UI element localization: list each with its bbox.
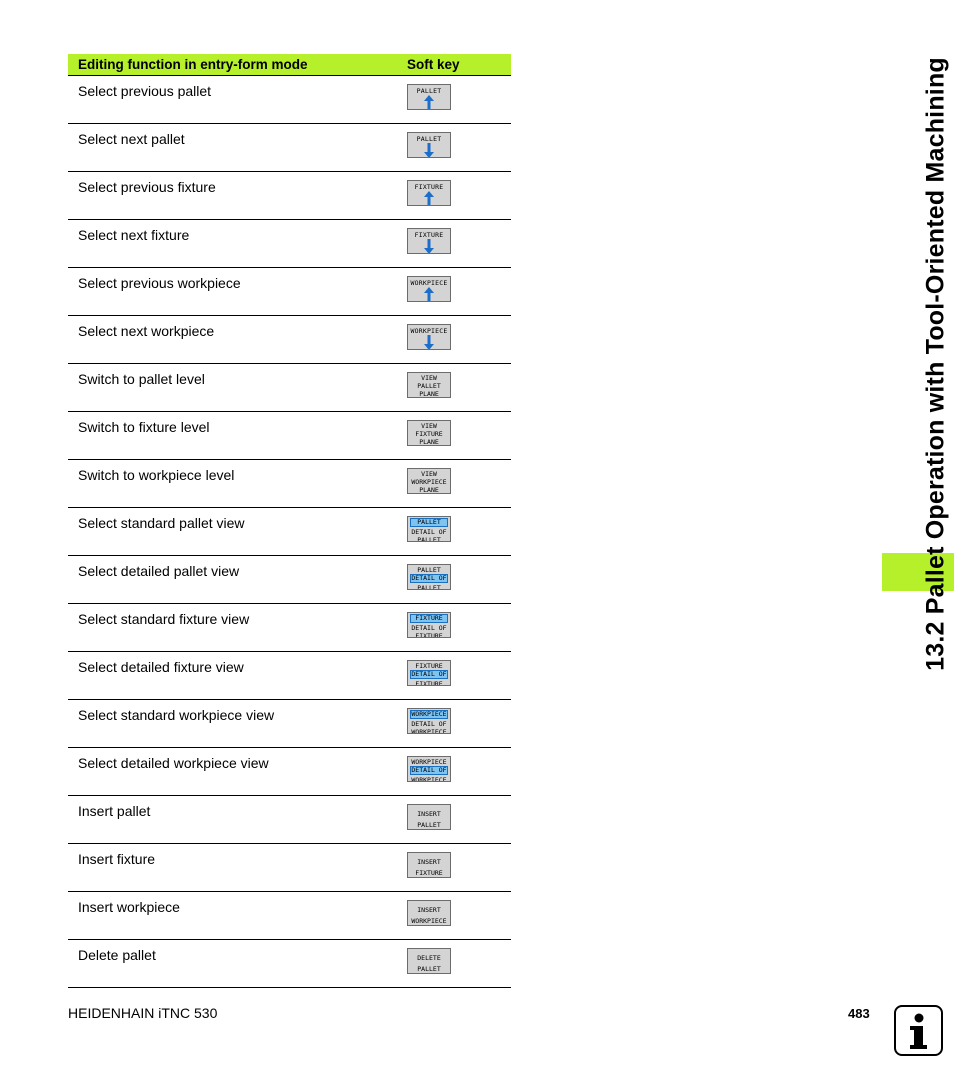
softkey-label-line: PALLET <box>417 382 441 390</box>
softkey-label-line: DETAIL OF <box>411 624 447 632</box>
softkey-label: WORKPIECE <box>410 327 448 335</box>
arrow-down-icon <box>424 143 434 158</box>
softkey-button[interactable] <box>407 612 451 638</box>
table-body <box>68 76 511 988</box>
softkey-label-line: WORKPIECE <box>411 478 447 486</box>
softkey-label-line: PLANE <box>419 390 439 398</box>
table-row <box>68 940 511 988</box>
function-label: Select standard workpiece view <box>78 707 275 723</box>
softkey-label-line: WORKPIECE <box>411 758 447 766</box>
softkey-label-line: WORKPIECE <box>411 776 447 782</box>
softkey-button[interactable] <box>407 756 451 782</box>
arrow-down-icon <box>424 335 434 350</box>
table-row <box>68 508 511 556</box>
softkey-button[interactable] <box>407 180 451 206</box>
info-icon <box>894 1005 943 1056</box>
function-label: Select detailed fixture view <box>78 659 244 675</box>
softkey-button[interactable] <box>407 84 451 110</box>
softkey-button[interactable] <box>407 804 451 830</box>
softkey-label: FIXTURE <box>414 183 444 191</box>
softkey-label-line: DETAIL OF <box>411 528 447 536</box>
softkey-button[interactable] <box>407 276 451 302</box>
softkey-button[interactable] <box>407 468 451 494</box>
softkey-label: WORKPIECE <box>410 279 448 287</box>
softkey-button[interactable] <box>407 132 451 158</box>
function-label: Select standard fixture view <box>78 611 250 627</box>
arrow-up-icon <box>424 191 434 206</box>
chapter-title: 13.2 Pallet Operation with Tool-Oriented Machining <box>921 57 950 671</box>
table-row <box>68 556 511 604</box>
softkey-label-line: PALLET <box>417 584 441 590</box>
function-label: Select previous workpiece <box>78 275 241 291</box>
function-label: Switch to workpiece level <box>78 467 235 483</box>
function-label: Select next fixture <box>78 227 190 243</box>
softkey-label-line: FIXTURE <box>415 869 443 877</box>
softkey-label-line: VIEW <box>421 422 437 430</box>
softkey-label-line: DETAIL OF <box>411 766 447 774</box>
softkey-table <box>68 54 511 988</box>
function-label: Insert fixture <box>78 851 156 867</box>
arrow-up-icon <box>424 95 434 110</box>
table-row <box>68 124 511 172</box>
softkey-label-line: DETAIL OF <box>411 574 447 582</box>
softkey-button[interactable] <box>407 564 451 590</box>
softkey-label-line: PLANE <box>419 486 439 494</box>
table-row <box>68 316 511 364</box>
softkey-label-line: PALLET <box>417 536 441 542</box>
softkey-label-line: FIXTURE <box>415 632 443 638</box>
softkey-label-line: DETAIL OF <box>411 720 447 728</box>
table-row <box>68 220 511 268</box>
function-label: Select previous pallet <box>78 83 212 99</box>
function-label: Switch to fixture level <box>78 419 210 435</box>
softkey-label-line: PLANE <box>419 438 439 446</box>
softkey-label-line: FIXTURE <box>410 614 448 623</box>
table-row <box>68 796 511 844</box>
softkey-button[interactable] <box>407 708 451 734</box>
footer-product: HEIDENHAIN iTNC 530 <box>68 1005 218 1021</box>
function-label: Insert pallet <box>78 803 151 819</box>
softkey-button[interactable] <box>407 900 451 926</box>
softkey-label: PALLET <box>416 135 442 143</box>
softkey-label-line: DELETE <box>417 954 441 962</box>
softkey-label-line: PALLET <box>417 965 441 973</box>
arrow-down-icon <box>424 239 434 254</box>
softkey-button[interactable] <box>407 372 451 398</box>
softkey-label-line: PALLET <box>417 566 441 574</box>
softkey-button[interactable] <box>407 852 451 878</box>
function-label: Select standard pallet view <box>78 515 245 531</box>
function-label: Select detailed pallet view <box>78 563 240 579</box>
table-row <box>68 412 511 460</box>
softkey-button[interactable] <box>407 324 451 350</box>
softkey-label: FIXTURE <box>414 231 444 239</box>
softkey-label-line: INSERT <box>417 858 441 866</box>
softkey-button[interactable] <box>407 660 451 686</box>
softkey-label-line: INSERT <box>417 810 441 818</box>
softkey-button[interactable] <box>407 228 451 254</box>
softkey-button[interactable] <box>407 516 451 542</box>
softkey-label-line: VIEW <box>421 470 437 478</box>
page-number: 483 <box>848 1006 870 1021</box>
table-row <box>68 604 511 652</box>
function-label: Select next pallet <box>78 131 185 147</box>
softkey-label-line: INSERT <box>417 906 441 914</box>
softkey-label-line: FIXTURE <box>415 680 443 686</box>
function-label: Select detailed workpiece view <box>78 755 269 771</box>
function-label: Select previous fixture <box>78 179 216 195</box>
table-row <box>68 748 511 796</box>
table-row <box>68 652 511 700</box>
function-label: Delete pallet <box>78 947 156 963</box>
softkey-label-line: PALLET <box>410 518 448 527</box>
table-row <box>68 844 511 892</box>
softkey-label-line: WORKPIECE <box>411 710 447 718</box>
table-row <box>68 892 511 940</box>
function-label: Switch to pallet level <box>78 371 205 387</box>
softkey-label-line: FIXTURE <box>415 430 443 438</box>
softkey-label-line: PALLET <box>417 821 441 829</box>
header-function: Editing function in entry-form mode <box>78 57 308 72</box>
arrow-up-icon <box>424 287 434 302</box>
function-label: Select next workpiece <box>78 323 215 339</box>
table-header <box>68 54 511 76</box>
table-row <box>68 172 511 220</box>
table-row <box>68 268 511 316</box>
table-row <box>68 76 511 124</box>
table-row <box>68 364 511 412</box>
softkey-label-line: WORKPIECE <box>411 728 447 734</box>
softkey-button[interactable] <box>407 420 451 446</box>
softkey-button[interactable] <box>407 948 451 974</box>
softkey-label-line: WORKPIECE <box>411 917 447 925</box>
softkey-label: PALLET <box>416 87 442 95</box>
table-row <box>68 460 511 508</box>
softkey-label-line: VIEW <box>421 374 437 382</box>
header-softkey: Soft key <box>407 57 460 72</box>
softkey-label-line: DETAIL OF <box>411 670 447 678</box>
table-row <box>68 700 511 748</box>
function-label: Insert workpiece <box>78 899 180 915</box>
softkey-label-line: FIXTURE <box>415 662 443 670</box>
